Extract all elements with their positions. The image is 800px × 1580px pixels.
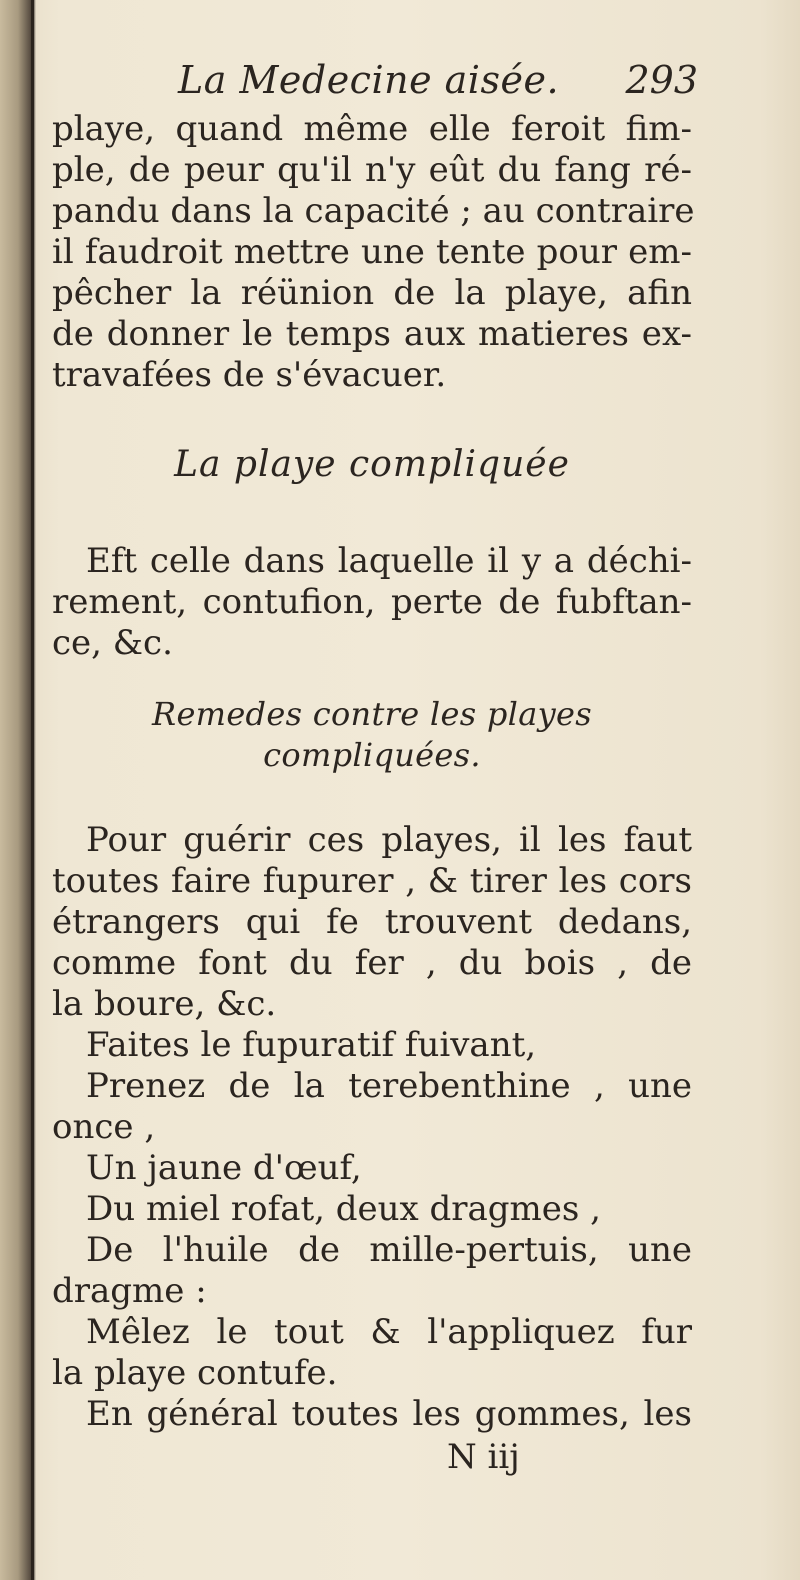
recipe-line: la playe contufe. (52, 1353, 338, 1393)
text-line: Eft celle dans laquelle il y a déchi- (86, 541, 692, 581)
text-line: travafées de s'évacuer. (52, 355, 447, 395)
running-header (178, 60, 698, 101)
text-line: étrangers qui fe trouvent dedans, (52, 902, 692, 942)
text-line: comme font du fer , du bois , de (52, 943, 692, 983)
paragraph-1 (52, 109, 695, 396)
page-text (52, 58, 698, 1478)
text-line: pandu dans la capacité ; au contraire (52, 191, 695, 231)
paragraph-3 (52, 820, 692, 1025)
recipe-line: Du miel rofat, deux dragmes , (86, 1189, 601, 1229)
recipe-line: once , (52, 1107, 156, 1147)
text-line: Pour guérir ces playes, il les faut (86, 820, 692, 860)
binding-edge (31, 0, 34, 1580)
paragraph-2 (52, 541, 692, 664)
text-line: toutes faire fupurer , & tirer les cors (52, 861, 692, 901)
text-line: ple, de peur qu'il n'y eût du fang ré- (52, 150, 692, 190)
signature-mark: N iij (447, 1437, 520, 1477)
text-line: rement, contufion, perte de fubftan- (52, 582, 692, 622)
running-title: La Medecine aisée. (178, 58, 560, 102)
text-line: la boure, &c. (52, 984, 277, 1024)
text-line: pêcher la réünion de la playe, afin (52, 273, 692, 313)
text-line: il faudroit mettre une tente pour em- (52, 232, 692, 272)
recipe-line: De l'huile de mille-pertuis, une (86, 1230, 692, 1270)
recipe-line: Un jaune d'œuf, (86, 1148, 362, 1188)
recipe-line: Prenez de la terebenthine , une (86, 1066, 692, 1106)
recipe-line: En général toutes les gommes, les (86, 1394, 692, 1434)
text-line: de donner le temps aux matieres ex- (52, 314, 692, 354)
recipe (52, 1025, 692, 1435)
recipe-line: Faites le fupuratif fuivant, (86, 1025, 537, 1065)
section-title: La playe compliquée (174, 444, 570, 485)
page-number: 293 (625, 58, 698, 102)
recipe-line: dragme : (52, 1271, 207, 1311)
text-line: ce, &c. (52, 623, 173, 663)
text-line: playe, quand même elle feroit fim- (52, 109, 692, 149)
remedies-title: Remedes contre les playes compliquées. (152, 695, 592, 774)
recipe-line: Mêlez le tout & l'appliquez fur (86, 1312, 692, 1352)
